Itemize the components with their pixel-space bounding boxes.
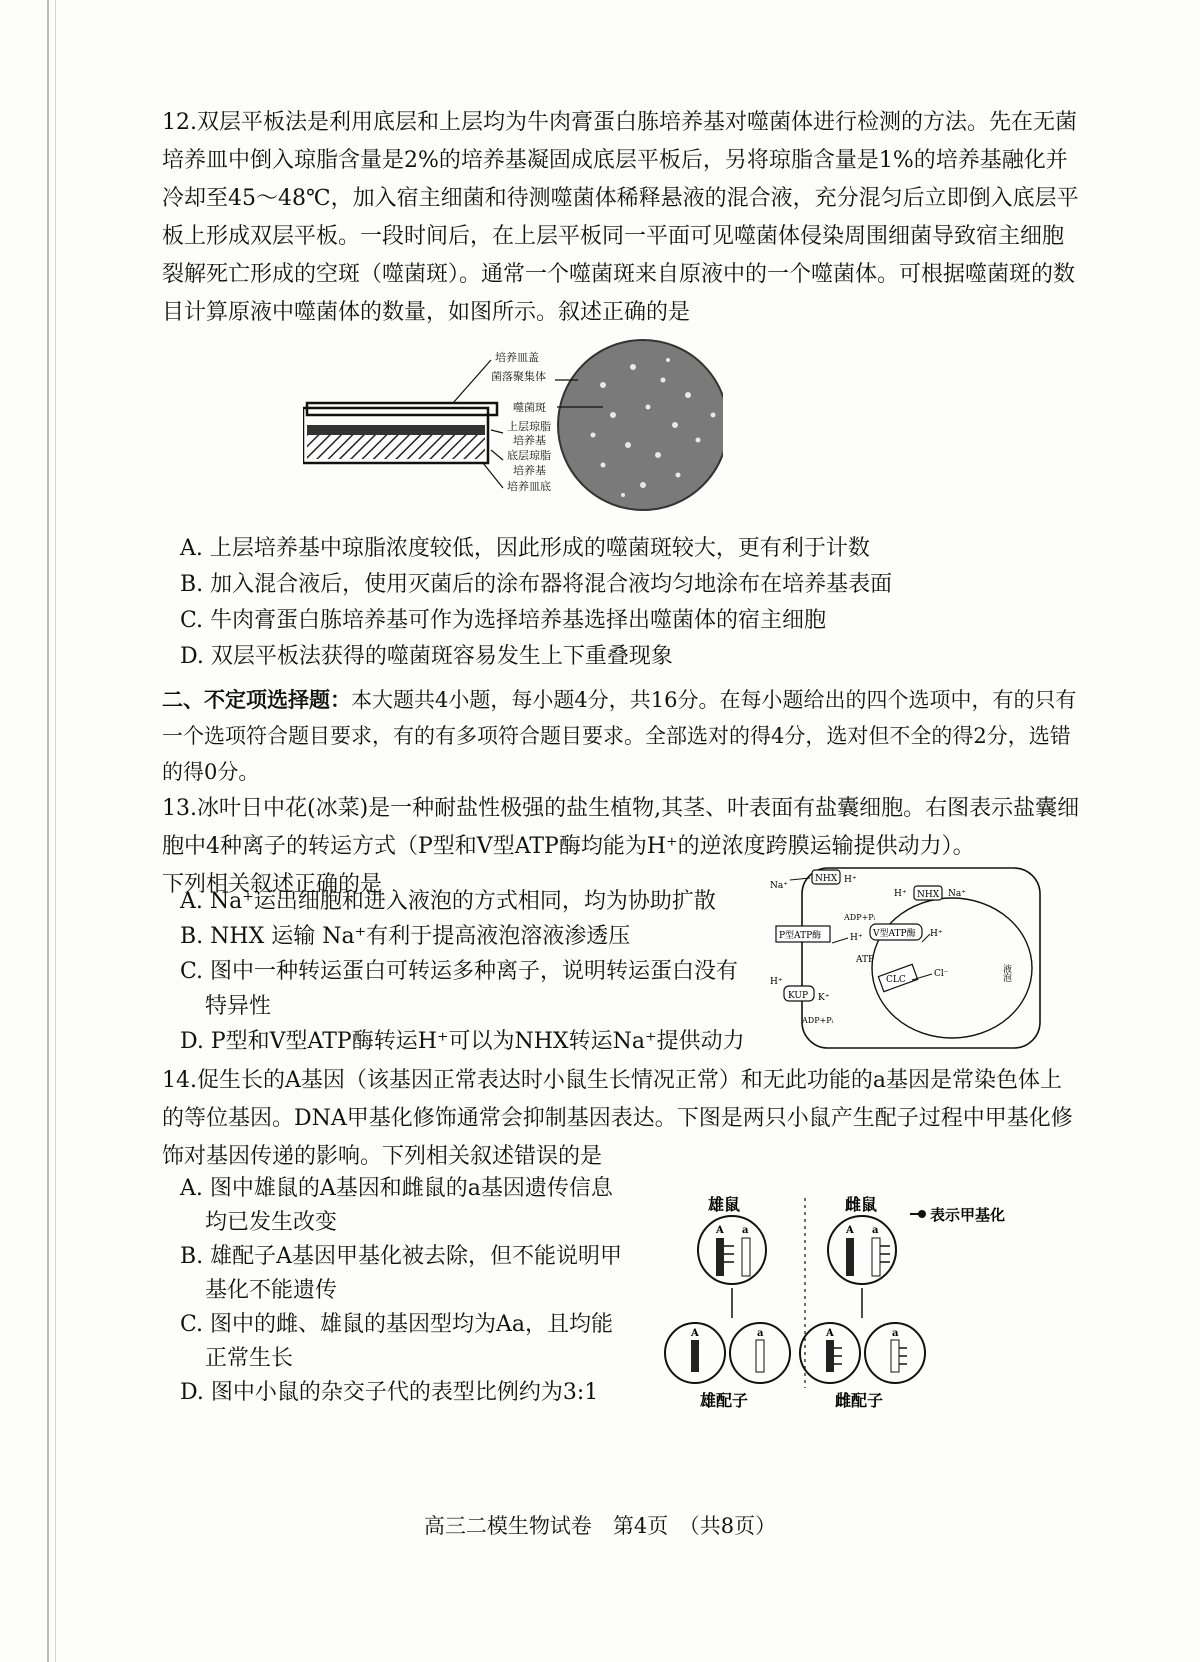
q14-option-b[interactable]: B. 雄配子A基因甲基化被去除，但不能说明甲 [180, 1244, 623, 1269]
methyl-legend [910, 1206, 1005, 1224]
q12-stem [162, 104, 1082, 332]
svg-text:P型ATP酶: P型ATP酶 [779, 931, 822, 941]
svg-text:A: A [691, 1328, 699, 1339]
section2 [162, 682, 1082, 790]
q14-option-c-cont: 正常生长 [205, 1346, 294, 1371]
clc-channel [878, 964, 917, 991]
kup-transporter [784, 986, 814, 1001]
chromosomes-parents [716, 1238, 890, 1276]
q14-option-d[interactable]: D. 图中小鼠的杂交子代的表型比例约为3:1 [180, 1380, 599, 1405]
vacuole-label: 液泡 [1001, 964, 1011, 982]
label-plaque: 噬菌斑 [513, 401, 546, 414]
svg-text:表示甲基化: 表示甲基化 [930, 1206, 1006, 1224]
svg-text:a: a [757, 1328, 764, 1339]
label-colony: 菌落聚集体 [491, 370, 546, 383]
q13-option-b[interactable]: B. NHX 运输 Na⁺有利于提高液泡溶液渗透压 [180, 924, 631, 949]
upper-agar-layer [307, 425, 485, 435]
q14-option-b-cont: 基化不能遗传 [205, 1278, 338, 1303]
female-gamete-label: 雌配子 [835, 1391, 884, 1410]
h-kup-label: H⁺ [770, 977, 783, 987]
label-dish-bottom: 培养皿底 [507, 480, 551, 493]
svg-text:CLC: CLC [886, 975, 906, 985]
q13-option-d[interactable]: D. P型和V型ATP酶转运H⁺可以为NHX转运Na⁺提供动力 [180, 1029, 745, 1054]
h-p-label: H⁺ [850, 933, 863, 943]
q12-option-d[interactable]: D. 双层平板法获得的噬菌斑容易发生上下重叠现象 [180, 644, 673, 669]
q13-stem-text-2: 下列相关叙述正确的是 [162, 872, 383, 897]
na-vacuole-label: Na⁺ [948, 889, 966, 899]
q13-option-c[interactable]: C. 图中一种转运蛋白可转运多种离子，说明转运蛋白没有 [180, 959, 739, 984]
male-label: 雄鼠 [708, 1195, 741, 1214]
scan-edge-line [47, 0, 49, 1662]
q14-option-a-cont: 均已发生改变 [205, 1210, 338, 1235]
scan-edge-line [55, 0, 56, 1662]
svg-text:A: A [846, 1225, 854, 1236]
q12-option-a[interactable]: A. 上层培养基中琼脂浓度较低，因此形成的噬菌斑较大，更有利于计数 [180, 536, 870, 561]
q14-stem-text: 14.促生长的A基因（该基因正常表达时小鼠生长情况正常）和无此功能的a基因是常染色体上的等位基因。DNA甲基化修饰通常会抑制基因表达。下图是两只小鼠产生配子过程中甲基化修饰对基因传递的影响。下列相关叙述错误的是 [162, 1068, 1073, 1169]
svg-text:a: a [892, 1328, 899, 1339]
svg-text:a: a [872, 1225, 879, 1236]
q12-option-b[interactable]: B. 加入混合液后，使用灭菌后的涂布器将混合液均匀地涂布在培养基表面 [180, 572, 893, 597]
p-type-atpase [776, 926, 830, 942]
h-vacuole-label: H⁺ [894, 889, 907, 899]
female-cell [828, 1216, 896, 1284]
page-footer: 高三二模生物试卷 第4页 （共8页） [423, 1514, 777, 1538]
female-label: 雌鼠 [845, 1195, 878, 1214]
q12-stem-text: 12.双层平板法是利用底层和上层均为牛肉膏蛋白胨培养基对噬菌体进行检测的方法。先在无菌培养皿中倒入琼脂含量是2%的培养基凝固成底层平板后，另将琼脂含量是1%的培养基融化并冷却至45～48℃，加入宿主细菌和待测噬菌体稀释悬液的混合液，充分混匀后立即倒入底层平板上形成双层平板。一段时间后，在上层平板同一平面可见噬菌体侵染周围细菌导致宿主细胞裂解死亡形成的空斑（噬菌斑）。通常一个噬菌斑来自原液中的一个噬菌体。可根据噬菌斑的数目计算原液中噬菌体的数量，如图所示。叙述正确的是 [162, 110, 1079, 325]
section2-heading: 二、不定项选择题： [162, 687, 351, 712]
q14-option-a[interactable]: A. 图中雄鼠的A基因和雌鼠的a基因遗传信息 [180, 1176, 613, 1201]
h-v-label: H⁺ [930, 929, 943, 939]
male-gamete-label: 雄配子 [700, 1391, 749, 1410]
label-medium-1: 培养基 [513, 434, 546, 447]
q14-methylation-figure [660, 1188, 1040, 1418]
svg-text:V型ATP酶: V型ATP酶 [873, 929, 916, 939]
male-cell [698, 1216, 766, 1284]
svg-text:A: A [826, 1328, 834, 1339]
v-type-atpase [870, 924, 922, 940]
atp-label: ATP [856, 955, 875, 965]
q12-option-c[interactable]: C. 牛肉膏蛋白胨培养基可作为选择培养基选择出噬菌体的宿主细胞 [180, 608, 827, 633]
svg-text:a: a [742, 1225, 749, 1236]
k-ion-label: K⁺ [818, 993, 830, 1003]
q13-option-a[interactable]: A. Na⁺运出细胞和进入液泡的方式相同，均为协助扩散 [180, 889, 716, 914]
h-out-label: H⁺ [844, 875, 857, 885]
q13-cell-figure [762, 858, 1052, 1058]
q13-stem-text: 13.冰叶日中花(冰菜)是一种耐盐性极强的盐生植物,其茎、叶表面有盐囊细胞。右图表示盐囊细胞中4种离子的转运方式（P型和V型ATP酶均能为H⁺的逆浓度跨膜运输提供动力）。 [162, 796, 1080, 859]
nhx-plasma-membrane [812, 870, 840, 884]
lower-agar-layer [307, 435, 485, 459]
label-medium-2: 培养基 [513, 464, 546, 477]
label-lower-agar: 底层琼脂 [507, 449, 551, 462]
svg-text:NHX: NHX [815, 874, 838, 884]
q13-option-c-cont: 特异性 [205, 994, 272, 1019]
section2-instructions: 本大题共4小题，每小题4分，共16分。在每小题给出的四个选项中，有的只有一个选项符合题目要求，有的有多项符合题目要求。全部选对的得4分，选对但不全的得2分，选错的得0分。 [162, 688, 1077, 784]
label-upper-agar: 上层琼脂 [507, 420, 551, 433]
adp-pi-top: ADP+Pᵢ [844, 913, 876, 922]
label-lid: 培养皿盖 [495, 351, 539, 364]
svg-text:A: A [716, 1225, 724, 1236]
na-out-label: Na⁺ [770, 881, 788, 891]
q14-stem [162, 1062, 1082, 1176]
nhx-vacuole-membrane [914, 886, 942, 900]
svg-text:KUP: KUP [788, 991, 809, 1001]
q12-petri-figure [303, 325, 723, 525]
svg-text:NHX: NHX [917, 890, 940, 900]
cl-ion-label: Cl⁻ [934, 969, 949, 979]
adp-pi-bottom: ADP+Pᵢ [802, 1016, 834, 1025]
q14-option-c[interactable]: C. 图中的雌、雄鼠的基因型均为Aa，且均能 [180, 1312, 614, 1337]
